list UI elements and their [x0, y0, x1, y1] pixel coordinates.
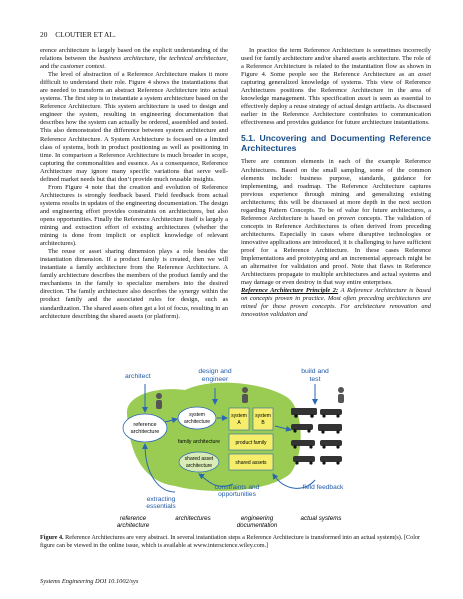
system-a-label-2: A	[237, 420, 241, 426]
page-number: 20	[40, 30, 48, 39]
design-engineer-label-2: engineer	[201, 376, 229, 383]
principle-text: A Reference Architecture is based on concepts proven in practice. Most often preceding architectures are mined for these proven concepts. For architecture renovation and innovation validation and	[241, 287, 431, 319]
paragraph: From Figure 4 note that the creation and evolution of Reference Architectures is strongly feedback based. Field feedback from actual systems results in updates of the engineering documentation. The design and engineering effort provides constraints on architectures, but also opens opportunities. Finally the Reference Architecture itself is largely a mining and extraction effort of existing architectures (whether the mining is done from implicit or explicit knowledge of relevant architectures).	[40, 183, 228, 248]
paragraph: The reuse or asset sharing dimension plays a role besides the instantiation dimension. If a product family is created, then we will instantiate a family architecture from the Reference Architecture. A family architecture describes the members of the product family and the mechanisms in the family to specialize members into the desired direction. The family architecture also describes the synergy within the product family and the associated rules for design, such as standardization. The shared assets often get a lot of focus, resulting in an architecture describing the shared assets (or platform).	[40, 248, 228, 320]
bottom-engineering-label-2: documentation	[236, 522, 278, 529]
principle-statement	[241, 287, 431, 319]
running-header	[40, 30, 423, 39]
ref-arch-label-2: architecture	[130, 429, 160, 435]
architect-label: architect	[125, 373, 151, 380]
paragraph: In practice the term Reference Architecture is sometimes incorrectly used for family architecture and/or shared assets architecture. The role of a Reference Architecture is related to the instantiation flow as shown in Figure 4. Some people see the Reference Architecture as an asset capturing generalized knowledge of systems. This view of Reference Architectures positions the Reference Architecture in the area of knowledge management. This specification asset is seen as essential to effectively deploy a reuse strategy of actual design artifacts. As discussed earlier in the Reference Architecture contributes to communication effectiveness and provides guidance for future architecture instantiations.	[241, 47, 431, 127]
bottom-actual-systems-label: actual systems	[300, 515, 342, 522]
shared-assets-label: shared assets	[235, 460, 267, 466]
section-body: There are common elements in each of the example Reference Architectures. Based on the small sampling, some of the common elements include: business purpose, standards, guidance for implementing, and roadmap. The Reference Architecture captures previous experience through mining and generalizing existing architectures; this will be discussed at more depth in the next section regarding Pattern Concepts. To be of value for future architectures, a Reference Architecture is based on proven concepts. The validation of concepts in Reference Architectures is often derived from preceding architectures. Especially in cases where disruptive technologies or innovative applications are introduced, it is challenging to have sufficient proof for a Reference Architecture. In these cases Reference Implementations and prototyping and an incremental approach might be an alternative for validation and proof. Note that flaws in Reference Architectures propagate to multiple architectures and actual systems and may damage or even destroy in that way entire enterprises.	[241, 158, 431, 287]
section-title: 5.1. Uncovering and Documenting Reference Architectures	[241, 133, 431, 154]
right-column	[241, 47, 431, 319]
figure-4-diagram	[115, 366, 350, 530]
architect-person-icon	[156, 393, 162, 409]
shared-asset-arch-label-1: shared asset	[184, 456, 214, 462]
tester-person-icon	[338, 387, 344, 403]
sys-arch-label-2: architecture	[183, 419, 211, 425]
family-architecture-label: family architecture	[177, 439, 221, 445]
caption-text: Reference Architectures are very abstract. In several instantiation steps a Reference Architecture is transformed into an actual system(s). [Color figure can be viewed in the online issue, which is available at www.interscience.wiley.com.]	[40, 534, 421, 549]
system-architecture-node	[178, 407, 216, 429]
product-family-label: product family	[235, 440, 267, 446]
system-a-box	[229, 408, 249, 430]
constraints-opportunities-label-2: opportunities	[218, 491, 256, 498]
reference-architecture-node	[123, 414, 167, 442]
system-b-label-2: B	[261, 420, 265, 426]
constraints-opportunities-label-1: constraints and	[214, 484, 260, 491]
bottom-reference-label-2: architecture	[116, 522, 150, 529]
system-b-box	[253, 408, 273, 430]
bottom-engineering-label-1: engineering	[240, 515, 274, 522]
engineer-person-icon	[242, 387, 248, 403]
paragraph: erence architecture is largely based on the explicit understanding of the relations between the business architecture, the technical architecture, and the customer context.	[40, 47, 228, 71]
ref-arch-label-1: reference	[133, 422, 157, 428]
running-title: CLOUTIER ET AL.	[55, 30, 116, 39]
system-b-label-1: system	[255, 413, 271, 419]
shared-asset-architecture-node	[179, 452, 219, 472]
figure-caption	[40, 534, 428, 550]
journal-footer: Systems Engineering DOI 10.1002/sys	[40, 578, 139, 585]
build-test-label-2: test	[309, 376, 321, 383]
right-column-intro	[241, 47, 431, 127]
sys-arch-label-1: system	[189, 412, 205, 418]
design-engineer-label-1: design and	[198, 368, 232, 375]
extracting-essentials-label-1: extracting	[146, 496, 176, 503]
extracting-essentials-label-2: essentials	[146, 503, 176, 510]
field-feedback-label: field feedback	[302, 484, 344, 491]
caption-label: Figure 4.	[40, 534, 64, 541]
left-column	[40, 47, 228, 321]
bottom-architectures-label: architectures	[175, 515, 211, 522]
shared-asset-arch-label-2: architecture	[185, 463, 213, 469]
paragraph: The level of abstraction of a Reference Architecture makes it more difficult to understand their role. Figure 4 shows the instantiations that are needed to transform an abstract Reference Architecture into actual systems. The first step is to instantiate a system architecture based on the Reference Architecture. This system architecture is used to design and engineer the system, resulting in engineering documentation that describes how the system can actually be ordered, assembled and tested. This also demonstrated the difference between system architecture and Reference Architecture. A System Architecture is focused on a limited class of systems, both in product positioning as well as positioning in time. In comparison a Reference Architecture is much broader in scope, capturing the commonalities and essence. As a consequence, Reference Architecture may ignore many specific variations that serve well-defined market needs but that don’t provide much reusable insights.	[40, 71, 228, 183]
system-a-label-1: system	[231, 413, 247, 419]
bottom-reference-label-1: reference	[119, 515, 147, 522]
build-test-label-1: build and	[301, 368, 329, 375]
principle-name: Reference Architecture Principle 2:	[241, 287, 339, 295]
